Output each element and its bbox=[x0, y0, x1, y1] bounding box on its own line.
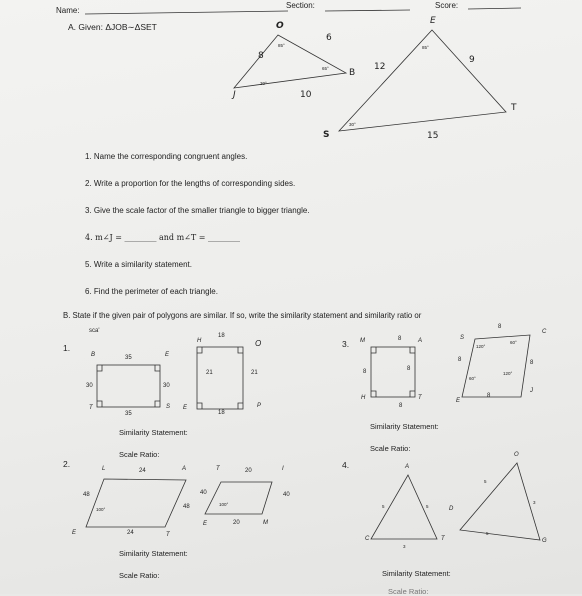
p3-q1-right: 8 bbox=[407, 366, 411, 372]
side-et: 9 bbox=[469, 55, 475, 65]
p3-vertex-t: T bbox=[418, 395, 422, 401]
p4-similarity-statement: Similarity Statement: bbox=[382, 569, 451, 578]
p1-r2-top: 18 bbox=[218, 333, 225, 339]
p2-q2-bottom: 20 bbox=[233, 520, 240, 526]
p1-vertex-e: E bbox=[165, 352, 170, 358]
p3-vertex-h: H bbox=[361, 395, 366, 401]
p1-vertex-b: B bbox=[91, 352, 96, 358]
p4-t2-bottom: 5 bbox=[486, 531, 489, 536]
vertex-s: S bbox=[323, 130, 330, 140]
name-line bbox=[85, 11, 288, 14]
p4-scale-ratio: Scale Ratio: bbox=[388, 587, 429, 596]
p4-vertex-t: T bbox=[441, 536, 445, 542]
p4-t1-left: 5 bbox=[382, 504, 385, 509]
angle-e: 85° bbox=[422, 45, 429, 50]
p2-vertex-t2: T bbox=[216, 466, 220, 472]
question-2: 2. Write a proportion for the lengths of corresponding sides. bbox=[85, 179, 296, 188]
p2-q2-right: 40 bbox=[283, 492, 290, 498]
angle-b: 65° bbox=[322, 66, 329, 71]
p1-r1-right: 30 bbox=[163, 383, 170, 389]
angle-j: 30° bbox=[260, 81, 267, 86]
vertex-b: B bbox=[349, 68, 356, 78]
p2-q2-left: 40 bbox=[200, 490, 207, 496]
p1-r2-right: 21 bbox=[251, 370, 258, 376]
p3-angle-j: 120° bbox=[503, 371, 513, 376]
section-label: Section: bbox=[286, 1, 315, 10]
question-6: 6. Find the perimeter of each triangle. bbox=[85, 287, 218, 296]
vertex-o: O bbox=[276, 21, 284, 31]
p4-vertex-a: A bbox=[405, 464, 410, 470]
problem-2-number: 2. bbox=[63, 459, 71, 469]
p2-scale-ratio: Scale Ratio: bbox=[119, 571, 160, 580]
p3-q2-right: 8 bbox=[530, 360, 534, 366]
problem-1-number: 1. bbox=[63, 343, 71, 353]
p1-vertex-t: T bbox=[89, 405, 93, 411]
parallelogram-late bbox=[86, 479, 186, 527]
problem-4-number: 4. bbox=[342, 460, 350, 470]
p3-q1-top: 8 bbox=[398, 336, 402, 342]
problem-3-number: 3. bbox=[342, 339, 350, 349]
p1-r1-top: 35 bbox=[125, 355, 132, 361]
p3-vertex-e: E bbox=[456, 398, 461, 404]
square-math bbox=[371, 347, 415, 397]
p1-vertex-p: P bbox=[257, 403, 262, 409]
p2-vertex-a: A bbox=[182, 466, 187, 472]
p1-vertex-s: S bbox=[166, 404, 171, 410]
side-ob: 6 bbox=[326, 33, 332, 43]
parallelogram-time bbox=[205, 482, 272, 514]
p1-r1-left: 30 bbox=[86, 383, 93, 389]
p1-similarity-statement: Similarity Statement: bbox=[119, 428, 188, 437]
side-jo: 8 bbox=[258, 51, 264, 61]
side-se: 12 bbox=[374, 62, 386, 72]
p4-vertex-d: D bbox=[449, 506, 454, 512]
p3-angle-e: 60° bbox=[469, 376, 476, 381]
p3-vertex-a: A bbox=[418, 338, 423, 344]
part-b-instruction: B. State if the given pair of polygons are similar. If so, write the similarity statement and similarity ratio or bbox=[63, 311, 422, 320]
p4-vertex-o: O bbox=[514, 452, 519, 458]
p1-r2-bottom: 18 bbox=[218, 410, 225, 416]
p3-scale-ratio: Scale Ratio: bbox=[370, 444, 411, 453]
p2-vertex-e: E bbox=[72, 530, 77, 536]
vertex-e: E bbox=[430, 16, 436, 26]
question-3: 3. Give the scale factor of the smaller triangle to bigger triangle. bbox=[85, 206, 310, 215]
p2-q2-top: 20 bbox=[245, 468, 252, 474]
given-statement: A. Given: ΔJOB∼ΔSET bbox=[68, 22, 157, 32]
p3-q1-left: 8 bbox=[363, 369, 367, 375]
part-b-instruction-cont: sca' bbox=[89, 328, 100, 334]
p2-vertex-m: M bbox=[263, 520, 268, 526]
vertex-j: J bbox=[233, 90, 236, 100]
question-4: 4. m∠J = ________ and m∠T = ________ bbox=[85, 233, 241, 242]
name-label: Name: bbox=[56, 6, 80, 15]
p4-t2-left: 5 bbox=[484, 479, 487, 484]
p1-vertex-e2: E bbox=[183, 405, 188, 411]
p2-q1-angle: 100° bbox=[96, 507, 106, 512]
p2-vertex-t: T bbox=[166, 532, 170, 538]
p4-t1-right: 5 bbox=[426, 504, 429, 509]
p3-angle-c: 60° bbox=[510, 340, 517, 345]
p1-r1-bottom: 35 bbox=[125, 411, 132, 417]
p4-t2-right: 3 bbox=[533, 500, 536, 505]
rect-best bbox=[97, 365, 160, 407]
p2-q1-right: 48 bbox=[183, 504, 190, 510]
p2-q1-bottom: 24 bbox=[127, 530, 134, 536]
p3-angle-s: 120° bbox=[476, 344, 486, 349]
p2-vertex-i: I bbox=[282, 466, 284, 472]
p4-t1-bottom: 3 bbox=[403, 544, 406, 549]
p3-q1-bottom: 8 bbox=[399, 403, 403, 409]
side-st: 15 bbox=[427, 131, 439, 141]
question-5: 5. Write a similarity statement. bbox=[85, 260, 192, 269]
vertex-t: T bbox=[511, 103, 517, 113]
rhombus-scej bbox=[462, 335, 530, 397]
side-jb: 10 bbox=[300, 90, 312, 100]
p3-similarity-statement: Similarity Statement: bbox=[370, 422, 439, 431]
p3-q2-bottom: 8 bbox=[487, 393, 491, 399]
question-1: 1. Name the corresponding congruent angles. bbox=[85, 152, 248, 161]
p2-q1-left: 48 bbox=[83, 492, 90, 498]
angle-o: 85° bbox=[278, 43, 285, 48]
angle-s: 30° bbox=[349, 122, 356, 127]
p3-vertex-c: C bbox=[542, 329, 547, 335]
p3-vertex-m: M bbox=[360, 338, 365, 344]
p2-vertex-l: L bbox=[102, 466, 106, 472]
p3-q2-top: 8 bbox=[498, 324, 502, 330]
rect-hope bbox=[197, 347, 243, 409]
p3-vertex-j: J bbox=[530, 388, 533, 394]
p4-vertex-c: C bbox=[365, 536, 370, 542]
triangle-odg bbox=[460, 463, 540, 540]
p1-vertex-h: H bbox=[197, 338, 202, 344]
p2-q1-top: 24 bbox=[139, 468, 146, 474]
p1-vertex-o: O bbox=[255, 339, 262, 348]
p1-r2-left: 21 bbox=[206, 370, 213, 376]
p2-q2-angle: 100° bbox=[219, 502, 229, 507]
p2-similarity-statement: Similarity Statement: bbox=[119, 549, 188, 558]
p3-q2-left: 8 bbox=[458, 357, 462, 363]
p2-vertex-e2: E bbox=[203, 521, 208, 527]
p4-vertex-g: G bbox=[542, 538, 547, 544]
p1-scale-ratio: Scale Ratio: bbox=[119, 450, 160, 459]
p3-vertex-s: S bbox=[460, 335, 465, 341]
score-label: Score: bbox=[435, 1, 459, 10]
